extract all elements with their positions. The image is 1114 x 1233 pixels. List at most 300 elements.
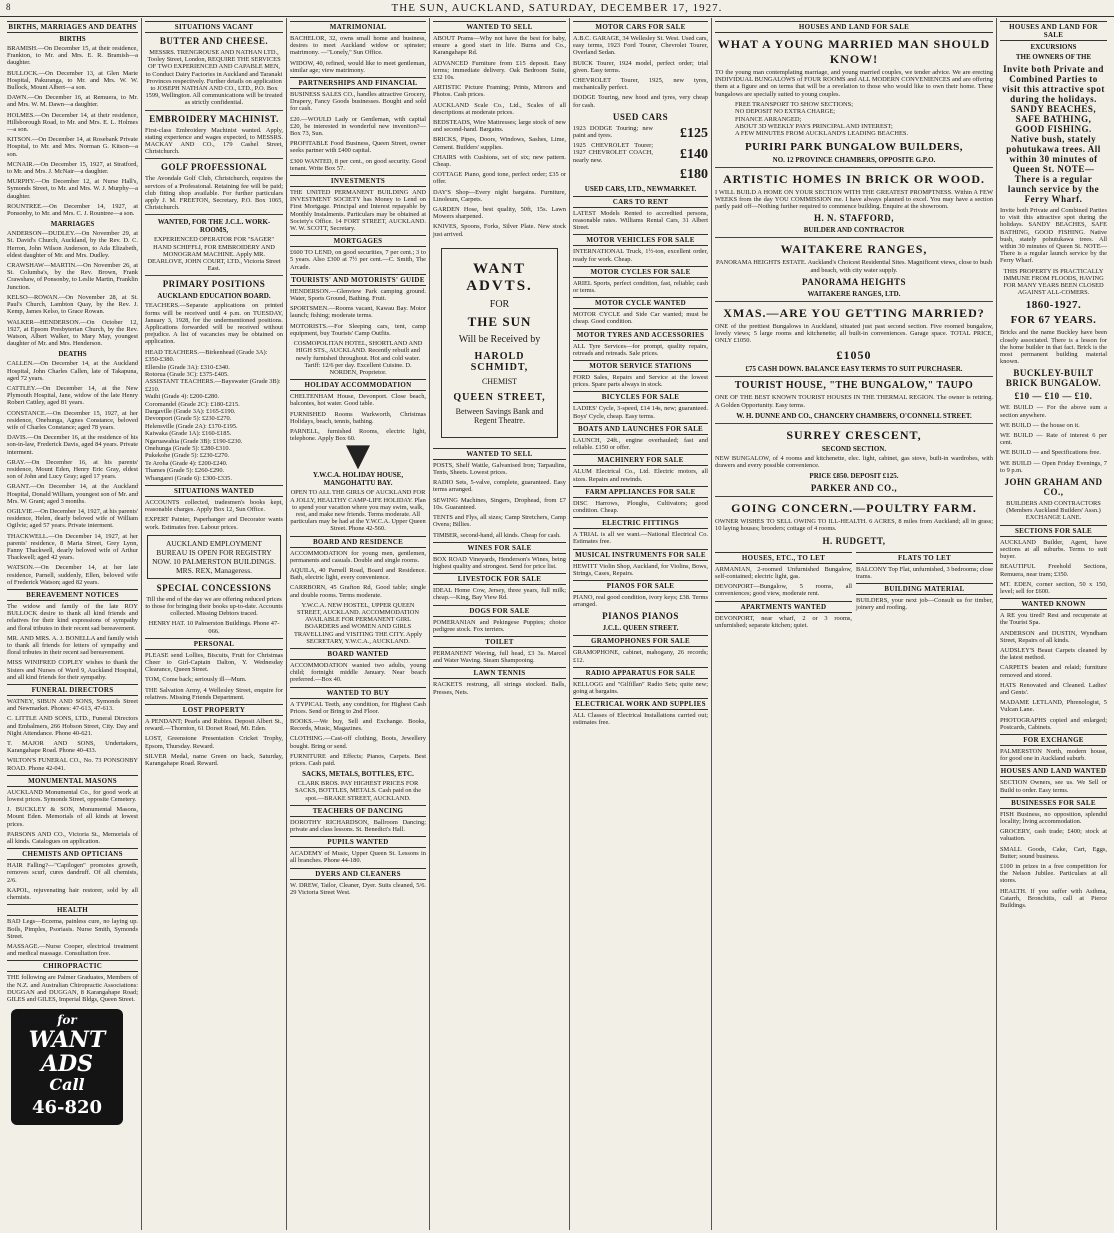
building-material-ad: BUILDERS, your next job—Consult us for timber, joinery and roofing. [856,597,993,612]
lower-subcolumns [715,549,993,632]
wanted-to-buy-head: WANTED TO BUY [290,687,426,699]
matrimonial-ad: BACHELOR, 32, owns small home and business, desires to meet Auckland widow or spinster; matrimony. —"Lonely," Sun Office. [290,35,426,57]
machinery-head: MACHINERY FOR SALE [573,454,708,466]
dodge-line: 1923 DODGE Touring; new paint and tyres. [573,124,653,140]
birth-notice: MCNAIR.—On December 15, 1927, at Stratford, to Mr. and Mrs. J. McNair—a daughter. [7,160,138,176]
death-notice: WATSON.—On December 14, at her late residence, Parnell, suddenly, Ellen, beloved wife of Frederick Watson; aged 82 years. [7,564,138,586]
toilet-ad: PERMANENT Waving, full head, £3 3s. Marcel and Water Waving. Steam Shampooing. [433,649,566,665]
want-box-line-7: QUEEN STREET, [453,391,546,403]
john-graham-sub: BUILDERS AND CONTRACTORS (Members Auckland Builders' Assn.) EXCHANGE LANE. [1006,500,1101,522]
chev-price: £140 [680,146,708,162]
wanted-known-ad: MADAME LETLAND, Phrenologist, 5 Vulcan Lane. [1000,699,1107,714]
section-ad: BEAUTIFUL Freehold Sections, Remuera, near tram; £350. [1000,563,1107,578]
wanted-known-ad: PHOTOGRAPHS copied and enlarged; Postcards, Cabinets. [1000,716,1107,731]
buckley-head: BUCKLEY-BUILT BRICK BUNGALOW. [1005,368,1102,389]
young-married-list [715,101,993,138]
chiro-head: CHIROPRACTIC [7,960,138,972]
logo-background [11,1009,123,1125]
lost-ad: A PENDANT; Pearls and Rubies. Deposit Albert St., reward.—Thornton, 61 Dorset Road, Mt. Eden. [145,718,283,733]
monumental-ad: PARSONS AND CO., Victoria St., Memorials of all kinds. Catalogues on application. [7,830,138,846]
vacancy-item: Helensville (Grade 2A): £170-£195. [145,422,238,430]
gramophones-head: GRAMOPHONES FOR SALE [573,635,708,647]
holiday-ad: FURNISHED Rooms Warkworth, Christmas Holidays, beach, tennis, bathing. [290,410,426,425]
births-list [7,45,138,217]
marriage-notice: CRAWSHAW—MARTIN.—On November 26, at St. Columba's, by the Rev. Brown, Frank Crawshaw, of Ponsonby, to Leslie Martin, Franklin Junction. [7,262,138,291]
musical-head: MUSICAL INSTRUMENTS FOR SALE [573,549,708,561]
want-box-line-4: Will be Received by [458,333,541,345]
motor-car-ad: BUICK Tourer, 1924 model, perfect order; trial given. Easy terms. [573,59,708,74]
machinery-ad: ALUM Electrical Co., Ltd. Electric motors, all sizes. Repairs and rewinds. [573,468,708,483]
sell-ad: ARTISTIC Picture Framing; Prints, Mirrors and Photos. Cash prices. [433,84,566,99]
vacancy-item: Pukekohe (Grade 5): £230-£270. [145,452,230,460]
houses-to-let-head: HOUSES, ETC., TO LET [715,552,852,564]
investment-ad: THE UNITED PERMANENT BUILDING AND INVESTMENT SOCIETY has Money to Lend on First Mortgage. Principal and Interest repayable by Monthly Instalments. Particulars may be obtained at Society's Office. 14 FORT STREET, AUCKLAND. W. W. SCOTT, Secretary. [290,189,426,233]
tourist-ad: SPORTSMEN.—Rooms vacant, Kawau Bay. Motor launch; fishing; moderate terms. [290,305,426,320]
sell-ad: ABOUT Prams—Why not have the best for baby, ensure a good start in life. Burns and Co., Karangahape Rd. [433,35,566,57]
special-head: SPECIAL CONCESSIONS [156,582,272,593]
column-7 [997,18,1110,1230]
personal-ad: TOM, Come back; seriously ill—Mum. [145,676,247,684]
coach-price: £180 [680,166,708,182]
special-ad: Till the end of the day we are offering reduced prices to those for bringing their books up-to-date. Accounts collected. Missing Debtors traced. [145,595,283,618]
health-ad: MASSAGE.—Nurse Cooper, electrical treatment and medical massage. Consultation free. [7,942,138,958]
wanted-known-ad: AUDSLEY'S Beaut Carpets cleaned by the latest method. [1000,646,1107,662]
exchange-ad: PALMERSTON North, modern house, for good one in Auckland suburb. [1000,747,1107,763]
surrey-sub: SECOND SECTION. [821,444,887,453]
chemists-head: CHEMISTS AND OPTICIANS [7,848,138,860]
wanted-to-buy-ad: A TYPICAL Teeth, any condition, for Highest Cash Prices. Send or Bring to 2nd Floor. [290,700,426,715]
bereavement-notice: MR. AND MRS. A. J. BONELLA and family wish to thank all friends for letters of sympathy and floral tributes in their recent sad bereavement. [7,634,138,657]
birth-notice: DAWN.—On December 16, at Remuera, to Mr. and Mrs. W. M. Dawn—a daughter. [7,94,138,109]
we-build-line: WE BUILD — and Specifications free. [1000,449,1101,457]
to-let-ad: ARMANIAN, 2-roomed Unfurnished Bungalow, self-contained; electric light, gas. [715,565,852,580]
tourist-house-ad: ONE OF THE BEST KNOWN TOURIST HOUSES IN THE THERMAL REGION. The owner is retiring. A Golden Opportunity. Easy terms. [715,394,993,409]
butter-head: BUTTER AND CHEESE. [159,36,269,46]
electric-head: ELECTRIC FITTINGS [573,517,708,529]
embroidery-head: EMBROIDERY MACHINIST. [149,113,279,124]
sell-ad: AUCKLAND Scale Co., Ltd., Scales of all descriptions at moderate prices. [433,101,566,116]
lost-ad: SILVER Medal, name Green on back, Saturday, Karangahape Road. Reward. [145,752,283,768]
vacancy-item: Whangarei (Grade 6): £300-£335. [145,474,232,482]
marriage-notice: WALKER—HENDERSON.—On October 12, 1927, at Epsom Presbyterian Church, by the Rev. Watson, Albert Walker, to Mary May, youngest daughter of Mr. and Mrs. Henderson. [7,318,138,348]
lawn-tennis-ad: RACKETS restrung, all strings stocked. Balls, Presses, Nets. [433,681,566,696]
ywca-sub: Y.W.C.A. HOLIDAY HOUSE, MANGOHATTU BAY. [312,471,404,488]
pianos-head: PIANOS FOR SALE [573,580,708,592]
lost-head: LOST PROPERTY [145,704,283,716]
column-1 [4,18,142,1230]
dodge-price: £125 [680,125,708,141]
houses-land-head-7: HOUSES AND LAND FOR SALE [1000,21,1107,41]
death-notice: CONSTANCE.—On December 15, 1927, at her residence, Onehunga, Agnes Constance, beloved wife of Charles Constance; aged 78 years. [7,409,138,431]
birth-notice: HOLMES.—On December 14, at their residence, Hillsborough Road, to Mr. and Mrs. E. L. Holmes—a son. [7,111,138,134]
monumental-head: MONUMENTAL MASONS [7,775,138,787]
list-item: FREE TRANSPORT TO SHOW SECTIONS; [735,100,853,108]
lower-left-subcolumn [715,549,852,632]
young-married-ad: TO the young man contemplating marriage, and young married couples, we tender advice. We are erecting INDIVIDUAL BUNGALOWS of FOUR ROOMS and ALL MODERN CONVENIENCES and are offering them at a figure and on terms that will be a revelation to those who would like to own their home. These bungalows are specially suited to young couples. [715,69,993,98]
marriage-notice: KELSO—ROWAN.—On November 28, at St. Paul's Church, Lambton Quay, by the Rev. J. Kemp, James Kelso, to Grace Rowan. [7,293,138,316]
lawn-tennis-head: LAWN TENNIS [433,667,566,679]
deaths-head: DEATHS [58,350,87,359]
board-ad: CARRBORN, 45 Grafton Rd, Good table; single and double rooms. Terms moderate. [290,584,426,599]
health-head: HEALTH [7,904,138,916]
pupils-ad: ACADEMY of Music, Upper Queen St. Lessons in all branches. Phone 44-180. [290,850,426,865]
partnership-ad: BUSINESS SALES CO., handles attractive Grocery, Drapery, Fancy Goods businesses. Bought and sold for cash. [290,91,426,113]
sell-ad: CHAIRS with Cushions, set of six; new pattern. Cheap. [433,153,566,169]
tourist-ad: MOTORISTS.—For Sleeping cars, tent, camp equipment, buy Tourists' Camp Outfits. [290,322,426,337]
births-head: BIRTHS [59,35,86,43]
death-notice: CALLEN.—On December 14, at the Auckland Hospital, John Charles Callen, late of Takapuna, aged 72 years. [7,360,138,382]
waitakere-head: WAITAKERE RANGES, [780,242,928,257]
boats-head: BOATS AND LAUNCHES FOR SALE [573,423,708,435]
want-box-line-5: HAROLD SCHMIDT, [470,350,529,373]
funeral-ad: T. MAJOR AND SONS, Undertakers, Karangahape Road. Phone 40-433. [7,740,138,755]
ywca-triangle-icon [346,445,370,469]
death-notice: GRAY.—On December 16, at his parents' residence, Mount Eden, Henry Eric Gray, eldest son of John and Lucy Gray; aged 17 years. [7,458,138,481]
death-notice: THACKWELL.—On December 14, 1927, at her parents' residence, 8 Maria Street, Grey Lynn, Fanny Thackwell, dearly beloved wife of Arthur Thackwell; aged 42 years. [7,532,138,562]
building-material-head: BUILDING MATERIAL [856,583,993,595]
section-head-bmd: BIRTHS, MARRIAGES AND DEATHS [8,23,137,31]
radio-ad: KELLOGG and "Gilfillan" Radio Sets; quite new; going at bargains. [573,680,708,695]
lower-right-subcolumn [856,549,993,632]
monumental-ad: AUCKLAND Monumental Co., for good work at lowest prices. Symonds Street, opposite Cemetery. [7,788,138,804]
employment-bureau-box: AUCKLAND EMPLOYMENT BUREAU IS OPEN FOR REGISTRY NOW. 10 PALMERSTON BUILDINGS. MRS. REX, Manageress. [147,535,281,579]
want-box-line-1: WANT ADVTS. [466,260,533,294]
column-2 [142,18,287,1230]
vacancy-item: Thames (Grade 5): £260-£290. [145,467,225,475]
vacancy-item: Ngaruawahia (Grade 3B): £190-£230. [145,437,243,445]
ywca-ad: OPEN TO ALL THE GIRLS OF AUCKLAND FOR A JOLLY, HEALTHY CAMP-LIFE HOLIDAY. Plan to spend your vacation where you may swim, walk, rest, and make new friends. Terms moderate. All particulars may be had at the Y.W.C.A. Upper Queen Street. Phone 42-560. [290,489,426,533]
sell-ad: BEDSTEADS, Wire Mattresses; large stock of new and second-hand. Bargains. [433,119,566,134]
we-build-line: WE BUILD — For the above sum a section anywhere. [1000,404,1107,419]
tourist-ad: HENDERSON.—Glenview Park camping ground. Water, Sports Ground, Bathing. Fruit. [290,287,426,303]
sell-ad: COTTAGE Piano, good tone, perfect order; £35 or offer. [433,171,566,186]
column-5 [570,18,712,1230]
logo-phone: 46-820 [31,1097,103,1119]
logo-word-ads: ADS [40,1051,94,1078]
section-ad: AUCKLAND Builder, Agent, have sections at all suburbs. Terms to suit buyer. [1000,538,1107,561]
birth-notice: KITSON.—On December 14, at Rosebank Private Hospital, to Mr. and Mrs. Norman G. Kitson—a son. [7,136,138,158]
board-ad: AQUILA, 40 Parnell Road, Board and Residence. Bath, electric light, every convenience. [290,566,426,582]
surrey-price: PRICE £850. DEPOSIT £125. [809,472,899,481]
houses-wanted-head: HOUSES AND LAND WANTED [1000,767,1107,776]
boats-ad: LAUNCH, 24ft., engine overhauled; fast and reliable. £150 or offer. [573,436,708,452]
vacancy-item: Devonport (Grade 5): £230-£270. [145,415,232,423]
matrimonial-ad: WIDOW, 40, refined, would like to meet gentleman, similar age; view matrimony. [290,59,426,74]
electric-ad: A TRIAL is all we want.—National Electrical Co. Estimates free. [573,531,708,546]
prize-ad: £100 in prizes in a free competition for the Nelson Jubilee. Particulars at all stores. [1000,862,1107,885]
houses-wanted-ad: SECTION Owners, see us. We Sell or Build to order. Easy terms. [1000,779,1107,794]
board-wanted-head: BOARD WANTED [290,648,426,660]
sell-ad: ADVANCED Furniture from £15 deposit. Easy terms; immediate delivery. Oak Bedroom Suite, £32 10s. [433,59,566,82]
farm-ad: DISC Harrows, Ploughs, Cultivators; good condition. Cheap. [573,499,708,514]
birth-notice: BULLOCK.—On December 13, at Glen Marie Hospital, Pakuranga, to Mr. and Mrs. W. W. Bullock, Mount Albert—a son. [7,69,138,92]
tyres-head: MOTOR TYRES AND ACCESSORIES [573,329,708,341]
motor-car-ad: CHEVROLET Tourer, 1925, new tyres, mechanically perfect. [573,77,708,92]
wanted-known-ad: HATS Renovated and Cleaned. Ladies' and Gents'. [1000,681,1107,696]
stafford-sub: BUILDER AND CONTRACTOR [803,226,905,235]
sell-ad: GARDEN Hose, best quality, 50ft, 15s. Lawn Mowers sharpened. [433,206,566,221]
wines-head: WINES FOR SALE [433,542,566,554]
want-ads-logo [7,1009,138,1129]
buckley-text: Bricks and the name Buckley have been closely associated. There is a lesson for the home builder in that fact. Brick is the most permanent building material known. [1000,329,1107,366]
bicycles-ad: LADIES' Cycle, 3-speed, £14 14s, new; guaranteed. Boys' Cycle, cheap. Easy terms. [573,405,708,420]
surrey-ad: NEW BUNGALOW, of 4 rooms and kitchenette, elec. light, cabinet, gas stove, built-in wardrobes, with drawers and every possible convenience. [715,454,993,470]
chev-line: 1925 CHEVROLET Tourer; 1927 CHEVROLET COACH, nearly new. [573,142,653,164]
radio-head: RADIO APPARATUS FOR SALE [573,667,708,679]
wanted-to-sell-head-2: WANTED TO SELL [433,448,566,460]
puriri-address: NO. 12 PROVINCE CHAMBERS, OPPOSITE G.P.O. [772,155,936,164]
vacancy-list [145,349,283,482]
logo-word-call: Call [49,1075,85,1095]
pupils-head: PUPILS WANTED [290,836,426,848]
birth-notice: BRAMISH.—On December 15, at their residence, Frankton, to Mr. and Mrs. E. R. Bramish—a daughter. [7,45,138,67]
to-let-ad: DEVONPORT—Bungalow, 5 rooms, all conveniences; good view, moderate rent. [715,583,852,598]
want-advts-box [441,248,558,438]
matrimonial-head: MATRIMONIAL [290,21,426,33]
board-head: BOARD AND RESIDENCE [290,536,426,548]
vacancy-item: Kaiwaka (Grade 1A): £160-£185. [145,430,232,438]
monumental-ad: J. BUCKLEY & SON, Monumental Masons, Mount Eden. Memorials of all kinds at lowest prices. [7,806,138,828]
holiday-ad: PARNELL, furnished Rooms, electric light, telephone. Apply Box 60. [290,427,426,443]
chemist-ad: KAPOL, rejuvenating hair restorer, sold by all chemists. [7,886,138,902]
motor-cars-head: MOTOR CARS FOR SALE [573,21,708,33]
waitakere-ad: PANORAMA HEIGHTS ESTATE. Auckland's Choicest Residential Sites. Magnificent views, close to bush and beach, with city water supply. [716,259,992,274]
tourists-head: TOURISTS' AND MOTORISTS' GUIDE [291,275,425,284]
livestock-head: LIVESTOCK FOR SALE [433,573,566,585]
vacancy-item: ASSISTANT TEACHERS.—Bayswater (Grade 3B): £210. [145,378,281,393]
partnerships-head: PARTNERSHIPS AND FINANCIAL [290,77,426,89]
exchange-head: FOR EXCHANGE [1000,734,1107,746]
service-stations-ad: FORD Sales, Repairs and Service at the lowest prices. Spare parts always in stock. [573,374,708,389]
partnership-ad: £300 WANTED, 8 per cent., on good security. Good tenant. Write Box 57. [290,157,426,172]
surrey-head: SURREY CRESCENT, [786,427,922,442]
wanted-known-ad: CARPETS beaten and relaid; furniture removed and stored. [1000,664,1107,679]
tourist-house-head: TOURIST HOUSE, "THE BUNGALOW," TAUPO [734,380,974,392]
excursions-head: EXCURSIONS [1030,43,1077,51]
sell-ad: BRICKS, Pipes, Doors, Windows, Sashes, Lime, Cement. Builders' supplies. [433,136,566,151]
waitakere-company: WAITAKERE RANGES, LTD. [807,289,901,298]
poultry-ad: OWNER WISHES TO SELL OWING TO ILL-HEALTH. 6 ACRES, 8 miles from Auckland; all in grass; 10 laying houses; brooders; cottage of 4 rooms. [715,518,993,533]
column-6 [712,18,997,1230]
butter-ad: MESSRS. TRENGROUSE AND NATHAN LTD., Tooley Street, London, REQUIRE THE SERVICES OF TWO EXPERIENCED AND CAPABLE MEN, to Conduct Dairy Factories in Auckland and Taranaki Provinces respectively. Further details on application to JOSEPH NATHAN AND CO., LTD., P.O. Box 1599, Wellington. All communications will be treated as strictly confidential. [145,49,283,107]
primary-head: PRIMARY POSITIONS [162,279,266,290]
xmas-price: £1050 [836,348,872,363]
logo-word-for: for [57,1013,77,1028]
we-build-line: WE BUILD — Rate of interest 6 per cent. [1000,432,1107,447]
chemist-ad: HAIR Falling?—"Capilogen" promotes growth, removes scurf, cures dandruff. Of all chemists, 2/6. [7,862,138,884]
vacancy-item: Rotorua (Grade 3C): £375-£405. [145,370,229,378]
motor-cycle-wanted-head: MOTOR CYCLE WANTED [573,297,708,309]
service-stations-head: MOTOR SERVICE STATIONS [573,360,708,372]
death-notice: DAVIS.—On December 16, at the residence of his son-in-law, Frederick Davis, aged 84 years. Private interment. [7,434,138,456]
dogs-ad: POMERANIAN and Pekingese Puppies; choice pedigree stock. Fox terriers. [433,618,566,633]
list-item: NO DEPOSIT NO EXTRA CHARGE; [735,108,836,116]
wanted-to-buy-ad: BOOKS.—We buy, Sell and Exchange. Books, Records, Music, Magazines. [290,718,426,733]
musical-ad: HEWITT Violin Shop, Auckland, for Violins, Bows, Strings, Cases, Repairs. [573,562,708,577]
bereavement-notice: The widow and family of the late ROY BULLOCK desire to thank all kind friends and relatives for their kind expressions of sympathy and floral tributes in their recent sad bereavement. [7,603,138,632]
dyers-ad: W. DREW, Tailor, Cleaner, Dyer. Suits cleaned, 5/6. 29 Victoria Street West. [290,881,426,896]
sell-ad: KNIVES, Spoons, Forks, Silver Plate. New stock just arrived. [433,223,566,238]
sell-ad: RADIO Sets, 5-valve, complete, guaranteed. Easy terms arranged. [433,479,566,494]
electrical-work-head: ELECTRICAL WORK AND SUPPLIES [573,698,708,710]
vacancy-item: Waihi (Grade 4): £200-£280. [145,393,220,401]
panorama-head: PANORAMA HEIGHTS [801,276,907,287]
jcl-wanted-head: WANTED, FOR THE J.C.L. WORK-ROOMS, [157,218,271,235]
cosmopolitan-hotel-ad: COSMOPOLITAN HOTEL, SHORTLAND AND HIGH STS., AUCKLAND. Recently rebuilt and newly furnished throughout. Hot and cold water. Tariff: 12/6 per day. Excellent Cuisine. D. NORDEN, Proprietor. [293,340,423,376]
partnership-ad: PROFITABLE Food Business, Queen Street, owner seeks partner with £400 capital. [290,140,426,155]
bereavement-head: BEREAVEMENT NOTICES [7,589,138,601]
board-ad: ACCOMMODATION for young men, gentlemen, permanents and casuals. Double and single rooms. [290,549,426,564]
young-married-head: WHAT A YOUNG MARRIED MAN SHOULD KNOW! [717,37,991,66]
chev-row [573,142,708,167]
ten-price: £10 — £10 — £10. [1014,391,1093,402]
parker-head: PARKER AND CO., [810,483,898,494]
funeral-ad: WILTON'S FUNERAL CO., No. 73 PONSONBY ROAD. Phone 42-041. [7,757,138,772]
situation-wanted-ad: EXPERT Painter, Paperhanger and Decorator wants work. Estimates free. Labour prices. [145,516,283,531]
waimana-ad: Invite both Private and Combined Parties to visit this attractive spot during the holidays. SANDY BEACHES, SAFE BATHING, GOOD FISHING. Native bush, stately pohutukawa trees. All within 30 minutes of Queen St. NOTE—There is a regular launch service by the Ferry Wharf. [1000,207,1107,265]
masthead-title: THE SUN, AUCKLAND, SATURDAY, DECEMBER 17, 1927. [391,2,723,14]
electrical-work-ad: ALL Classes of Electrical Installations carried out; estimates free. [573,712,708,727]
bereavement-notice: MISS WINIFRED COPLEY wishes to thank the Sisters and Nurses of Ward 9, Auckland Hospital, and all kind friends for their sympathy. [7,659,138,681]
personal-ad: THE Salvation Army, 4 Wellesley Street, enquire for relatives. Missing Friends Department. [145,686,283,701]
birth-notice: MURPHY.—On December 12, at Nurse Hall's, Symonds Street, to Mr. and Mrs. W. J. Murphy—a daughter. [7,178,138,200]
business-ad: GROCERY, cash trade; £400; stock at valuation. [1000,828,1107,843]
funeral-ad: C. LITTLE AND SONS, LTD., Funeral Directors and Embalmers, 266 Hobson Street, City. Day and Night Attendance. Phone 40-621. [7,715,138,737]
sacks-head: SACKS, METALS, BOTTLES, ETC. [302,770,414,779]
artistic-homes-ad: I WILL BUILD A HOME ON YOUR SECTION WITH THE GREATEST PROMPTNESS. Within A FEW WEEKS from the day YOU COMMISSION me. I have always planned to excel. You may have a section partly paid off—Nothing further required to commence building. Enquire at the showroom. [715,188,993,211]
motor-vehicles-ad: INTERNATIONAL Truck, 1½-ton, excellent order, ready for work. Cheap. [573,248,708,263]
livestock-ad: IDEAL Home Cow, Jersey, three years, full milk; cheap.—King, Bay View Rd. [433,587,566,602]
sixty-seven-years: FOR 67 YEARS. [1010,314,1097,327]
sell-ad: DAY'S Shop—Every night bargains. Furniture, Linoleum, Carpets. [433,188,566,203]
business-ad: FISH Business, no opposition, splendid locality; living accommodation. [1000,810,1107,825]
year-range: 1860-1927. [1025,299,1082,312]
vacancy-item: Te Aroha (Grade 4): £200-£240. [145,459,228,467]
column-3 [287,18,430,1230]
pianos-banner: PIANOS PIANOS [602,611,679,622]
funeral-head: FUNERAL DIRECTORS [7,684,138,696]
wanted-known-ad: A RE you tired? Rest and recuperate at the Tourist Spa. [1000,612,1107,627]
ywca-hostel-ad: Y.W.C.A. NEW HOSTEL, UPPER QUEEN STREET, AUCKLAND. ACCOMMODATION AVAILABLE FOR PERMANENT GIRL BOARDERS and WOMEN AND GIRLS TRAVELLING and VISITING THE CITY. Apply SECRETARY, Y.W.C.A., AUCKLAND. [293,601,423,645]
vacancy-item: Onehunga (Grade 5): £280-£310. [145,444,231,452]
primary-sub: AUCKLAND EDUCATION BOARD. [157,292,271,301]
motor-car-ad: DODGE Touring, new hood and tyres, very cheap for cash. [573,94,708,109]
vacancy-item: Dargaville (Grade 3A): £165-£190. [145,407,236,415]
business-ad: SMALL Goods, Cake, Cart, Eggs, Butter; sound business. [1000,845,1107,860]
holiday-head: HOLIDAY ACCOMMODATION [290,379,426,391]
dunne-head: W. H. DUNNE AND CO., CHANCERY CHAMBERS, O'CONNELL STREET. [736,411,972,420]
tyres-ad: ALL Tyre Services—for prompt, quality repairs, retreads and retreads. Sale prices. [573,342,708,357]
page-number: 8 [6,2,12,12]
vacancy-item: HEAD TEACHERS.—Birkenhead (Grade 3A): £350-£380. [145,348,268,364]
toilet-head: TOILET [433,636,566,648]
waimana-head: Invite both Private and Combined Parties to visit this attractive spot during the holidays. SANDY BEACHES, SAFE BATHING, GOOD FISHING. Native bush, stately pohutukawa trees. All within 30 minutes of Queen St. NOTE—There is a regular launch service by the Ferry Wharf. [1002,64,1105,204]
column-4 [430,18,570,1230]
businesses-head: BUSINESSES FOR SALE [1000,797,1107,809]
used-cars-head: USED CARS [612,111,669,122]
partnership-ad: £20.—WOULD Lady or Gentleman, with capital £20, be interested in wonderful new invention?—Box 73, Sun. [290,115,426,138]
masthead [0,0,1114,17]
xmas-ad: ONE of the prettiest Bungalows in Auckland, situated just past second section. Five roomed bungalow, lovely views; 5 large rooms and kitchenette; all built-in conveniences. Garage space. TOTAL PRICE, ONLY £1050. [715,322,993,345]
xmas-head: XMAS.—ARE YOU GETTING MARRIED? [723,305,985,320]
sell-ad: TENTS and Flys, all sizes; Camp Stretchers, Camp Ovens; Billies. [433,514,566,529]
cars-to-rent-ad: LATEST Models Rented to accredited persons, reasonable rates. Williams Rental Cars, 31 Albert Street. [573,209,708,232]
we-build-line: WE BUILD — Open Friday Evenings, 7 to 9 p.m. [1000,459,1107,474]
golf-ad: The Avondale Golf Club, Christchurch, requires the services of a Professional. Retaining fee will be paid; club fitting shop available. For further particulars apply J. M. FREETON, Secretary, P.O. Box 1065, Christchurch. [145,175,283,212]
motor-cycles-ad: ARIEL Sports, perfect condition, fast, reliable; cash or terms. [573,279,708,295]
bicycles-head: BICYCLES FOR SALE [573,391,708,403]
wanted-known-ad: ANDERSON and DUSTIN, Wyndham Street, Repairs of all kinds. [1000,629,1107,644]
xmas-footer: £75 CASH DOWN. BALANCE EASY TERMS TO SUIT PURCHASER. [745,365,963,374]
motor-cycles-head: MOTOR CYCLES FOR SALE [573,266,708,278]
death-notice: GRANT.—On December 14, at the Auckland Hospital, Donald William, youngest son of Mr. and Mrs. W. Grant; aged 3 months. [7,483,138,505]
logo-word-want: WANT [28,1027,106,1054]
want-box-line-2: FOR [489,298,510,310]
pianos-ad: PIANO, real good condition, ivory keys; £38. Terms arranged. [573,593,708,609]
flats-ad: BALCONY Top Flat, unfurnished, 3 bedrooms; close trams. [856,565,993,580]
motor-cycle-wanted-ad: MOTOR CYCLE and Side Car wanted; must be cheap. Good condition. [573,311,708,326]
excursions-sub: THE OWNERS OF THE [1015,53,1092,61]
funeral-ad: WATNEY, SIBUN AND SONS, Symonds Street and Newmarket. Phones: 47-613, 47-613. [7,698,138,713]
situations-vacant-head: SITUATIONS VACANT [145,21,283,33]
sacks-ad: CLARK BROS. PAY HIGHEST PRICES FOR SACKS, BOTTLES, METALS. Cash paid on the spot.—BRAKE STREET, AUCKLAND. [294,780,422,802]
rudgett-head: H. RUDGETT, [822,535,886,546]
mortgages-head: MORTGAGES [290,235,426,247]
section-ad: MT. EDEN, corner section, 50 x 150, level; sell for £600. [1000,580,1107,595]
wanted-to-buy-ad: CLOTHING.—Cast-off clothing, Boots, Jewellery bought. Bring or send. [290,735,426,750]
stafford-head: H. N. STAFFORD, [813,213,895,224]
chiro-ad: THE following are Palmer Graduates, Members of the N.Z. and Australian Chiropractic Associations: DUGGAN and DUGGAN, 8 Karangahape Road; GILES and GILES, Imperial Bldgs, Queen Street. [7,974,138,1003]
birth-notice: ROUNTREE.—On December 14, 1927, at Ponsonby, to Mr. and Mrs. C. J. Rountree—a son. [7,202,138,218]
mortgage-ad: £600 TO LEND, on good securities, 7 per cent.; 3 to 5 years. Also £300 at 7½ per cent.—C. Smith, The Arcade. [290,249,426,271]
wanted-to-sell-head: WANTED TO SELL [433,21,566,33]
we-build-line: WE BUILD — the house on it. [1000,421,1080,429]
holiday-ad: CHELTENHAM House, Devonport. Close beach, balconies, hot water. Good table. [290,393,426,408]
vacancy-item: Coromandel (Grade 2C): £180-£215. [145,400,240,408]
golf-head: GOLF PROFESSIONAL [161,162,267,173]
apartments-head: APARTMENTS WANTED [715,601,852,613]
apartments-ad: DEVONPORT, near wharf, 2 or 3 rooms, unfurnished; separate kitchen; quiet. [715,614,852,629]
marriage-notice: ANDERSON—DUDLEY.—On November 29, at St. David's Church, Auckland, by the Rev. D. C. Herron, John Wilson Anderson, to Ada Elizabeth, eldest daughter of Mr. and Mrs. Dudley. [7,230,138,259]
sell-ad: TIMBER, second-hand, all kinds. Cheap for cash. [433,531,561,539]
marriages-head: MARRIAGES [50,220,95,229]
sell-ad: POSTS, Shelf Wattle, Galvanised Iron; Tarpaulins, Tents, Sheets. Lowest prices. [433,461,566,477]
want-box-line-3: THE SUN [467,313,532,329]
vacancy-item: Ellerslie (Grade 3A): £310-£340. [145,363,230,371]
health-ad-7: HEALTH. If you suffer with Asthma, Catarrh, Bronchitis, call at Pierce Buildings. [1000,887,1107,909]
used-cars-newmarket: USED CARS, LTD., NEWMARKET. [584,184,697,193]
death-notice: CATTLEY.—On December 14, at the New Plymouth Hospital, Jane, widow of the late Henry Robert Cattley, aged 81 years. [7,384,138,407]
wanted-to-buy-ad: FURNITURE and Effects; Pianos, Carpets. Best prices. Cash paid. [290,752,426,768]
henry-hat-ad: HENRY HAT. 10 Palmerston Buildings. Phone 47-066. [148,620,280,635]
list-item: ABOUT 3D WEEKLY PAYS PRINCIPAL AND INTEREST; [735,123,893,131]
primary-ad: TEACHERS.—Separate applications on printed forms will be received until 4 p.m. on TUESDAY, January 3, 1928, for the undermentioned positions. Applications forwarded will be received without prejudice. A list of vacancies may be obtained on application. [145,302,283,346]
john-graham-head: JOHN GRAHAM AND CO., [1004,477,1103,498]
poultry-head: GOING CONCERN.—POULTRY FARM. [731,501,977,516]
motor-vehicles-head: MOTOR VEHICLES FOR SALE [573,234,708,246]
jcl-wanted-ad: EXPERIENCED OPERATOR FOR "SAGER" HAND SCHIFFLI, FOR EMBROIDERY AND MONOGRAM MACHINE. Apply MR. DEARLOVE, JOHN COURT, LTD., Victoria Street East. [147,236,281,273]
list-item: FINANCE ARRANGED; [735,115,802,123]
health-ad: BAD Legs—Eczema, painless cure, no laying up. Boils, Pimples, Psoriasis. Nurse Smith, Symonds Street. [7,918,138,940]
cars-to-rent-head: CARS TO RENT [573,196,708,208]
sell-ad: SEWING Machines, Singers, Drophead, from £7 10s. Guaranteed. [433,496,566,511]
wanted-known-head: WANTED KNOWN [1000,598,1107,610]
gramophones-ad: GRAMOPHONE, cabinet, mahogany, 26 records; £12. [573,649,708,664]
houses-land-head: HOUSES AND LAND FOR SALE [715,21,993,33]
death-notice: OGILVIE.—On December 14, 1927, at his parents' residence, Helen, dearly beloved wife of William Ogilvie; aged 57 years. Private interment. [7,507,139,530]
dogs-head: DOGS FOR SALE [433,605,566,617]
dancing-head: TEACHERS OF DANCING [290,805,426,817]
